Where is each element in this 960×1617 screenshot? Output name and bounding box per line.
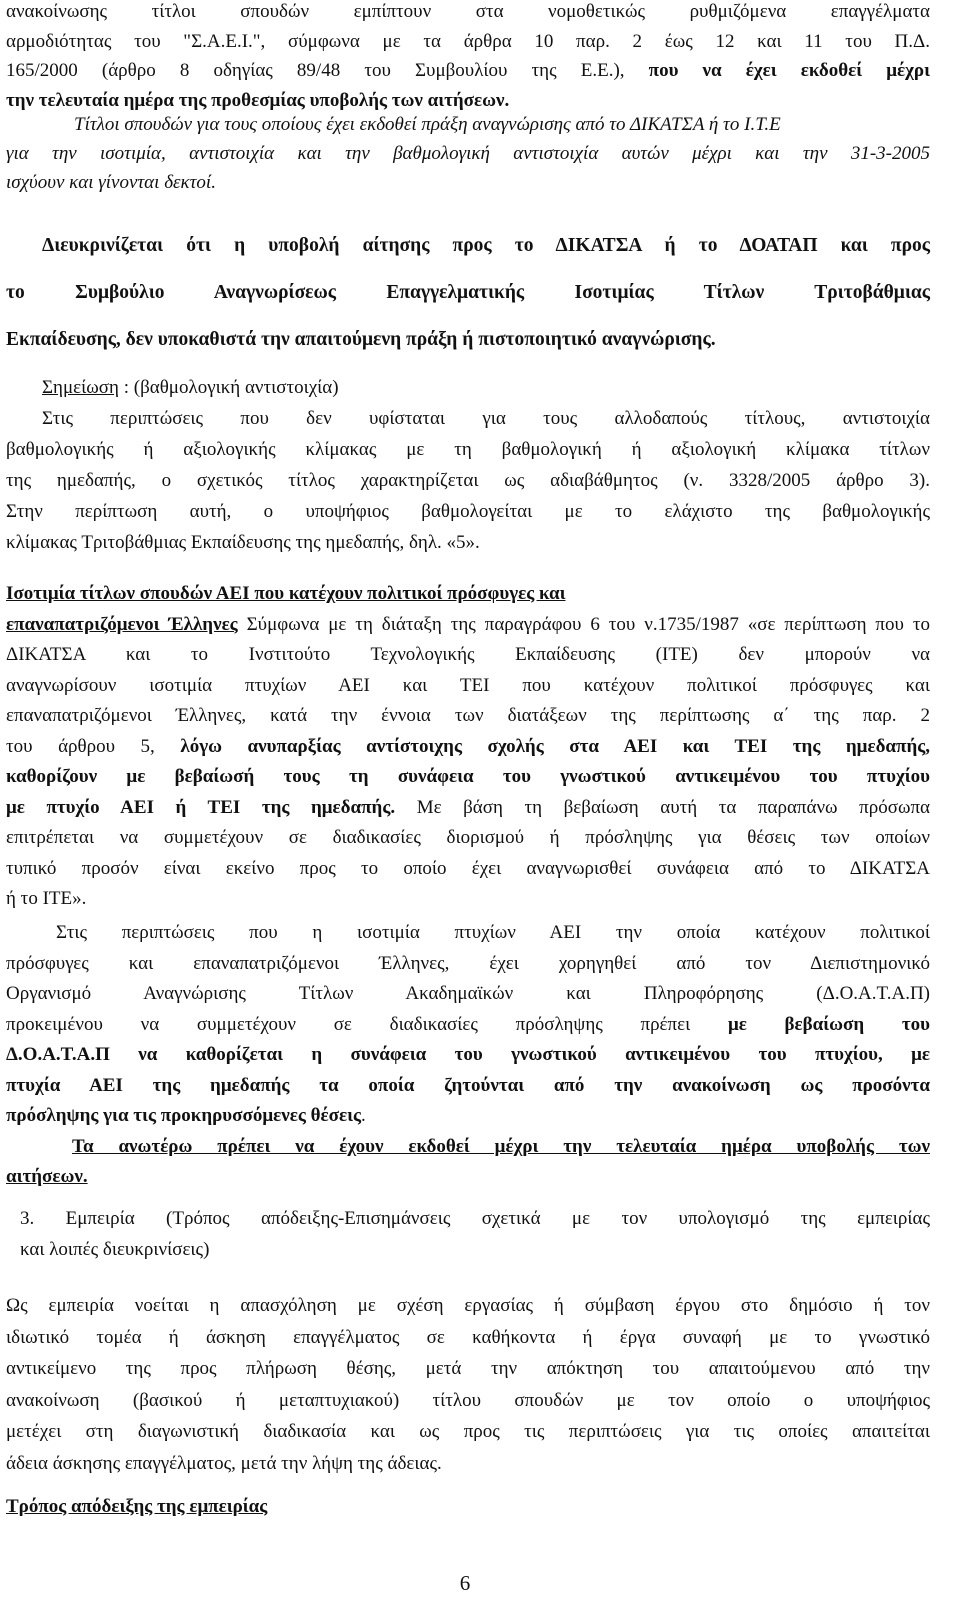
text-line: 3. Εμπειρία (Τρόπος απόδειξης-Επισημάνσεις σχετικά με τον υπολογισμό της εμπειρίας (20, 1208, 930, 1229)
text-line: πρόσφυγες και επαναπατριζόμενοι Έλληνες, έχει χορηγηθεί από τον Διεπιστημονικό (6, 952, 930, 974)
bold-text: που να έχει εκδοθεί μέχρι (648, 60, 930, 81)
bold-text-line: Δ.Ο.Α.Τ.Α.Π να καθορίζεται η συνάφεια του γνωστικού αντικειμένου του πτυχίου, με (6, 1044, 930, 1065)
text-line: ανακοίνωσης τίτλοι σπουδών εμπίπτουν στα νομοθετικώς ρυθμιζόμενα επαγγέλματα (6, 1, 930, 22)
text-line: τυπικό προσόν είναι εκείνο προς το οποίο έχει αναγνωρισθεί συνάφεια από το ΔΙΚΑΤΣΑ (6, 857, 930, 879)
text-span: Με βάση τη βεβαίωση αυτή τα παραπάνω πρόσωπα (416, 796, 931, 818)
bold-text-line: Εκπαίδευσης, δεν υποκαθιστά την απαιτούμενη πράξη ή πιστοποιητικό αναγνώρισης. (6, 329, 716, 350)
text-span: του άρθρου 5, (6, 735, 155, 757)
text-line: ανακοίνωση (βασικού ή μεταπτυχιακού) τίτλου σπουδών με τον οποίο ο υποψήφιος (6, 1389, 930, 1411)
italic-line: Τίτλοι σπουδών για τους οποίους έχει εκδοθεί πράξη αναγνώρισης από το ΔΙΚΑΤΣΑ ή το Ι.Τ.Ε (74, 114, 781, 135)
text-span: . (360, 1105, 366, 1126)
text-line: και λοιπές διευκρινίσεις) (20, 1239, 210, 1260)
note-label: Σημείωση (42, 377, 119, 398)
text-line (6, 610, 930, 641)
bold-text-line: Διευκρινίζεται ότι η υποβολή αίτησης προς το ΔΙΚΑΤΣΑ ή το ΔΟΑΤΑΠ και προς (42, 235, 930, 256)
proof-heading: Τρόπος απόδειξης της εμπειρίας (6, 1496, 268, 1517)
text-line: αρμοδιότητας του "Σ.Α.Ε.Ι.", σύμφωνα με τα άρθρα 10 παρ. 2 έως 12 και 11 του Π.Δ. (6, 30, 930, 52)
italic-line: ισχύουν και γίνονται δεκτοί. (6, 172, 216, 193)
cases-paragraph (6, 918, 930, 1193)
text-span: : (βαθμολογική αντιστοιχία) (118, 377, 339, 398)
text-line (6, 793, 930, 824)
text-line: Στις περιπτώσεις που δεν υφίσταται για τους αλλοδαπούς τίτλους, αντιστοιχία (42, 408, 930, 429)
text-line: βαθμολογικής ή αξιολογικής κλίμακας με τη βαθμολογική ή αξιολογική κλίμακα τίτλων (6, 439, 930, 460)
text-line: επιτρέπεται να συμμετέχουν σε διαδικασίες διορισμού ή πρόσληψης για θέσεις των οποίων (6, 827, 930, 848)
bold-text: με πτυχίο ΑΕΙ ή ΤΕΙ της ημεδαπής. (6, 796, 396, 818)
text-span: προκειμένου να συμμετέχουν σε διαδικασίες πρόσληψης πρέπει (6, 1013, 691, 1035)
intro-paragraph (6, 0, 930, 115)
section-heading: Ισοτιμία τίτλων σπουδών ΑΕΙ που κατέχουν πολιτικοί πρόσφυγες και (6, 583, 566, 604)
text-line (6, 1010, 930, 1041)
text-line (6, 732, 930, 763)
refugees-section (6, 579, 930, 915)
text-line: Ως εμπειρία νοείται η απασχόληση με σχέση εργασίας ή σύμβαση έργου στο δημόσιο ή τον (6, 1295, 930, 1316)
section-heading: επαναπατριζόμενοι Έλληνες (6, 613, 238, 635)
bold-text: με βεβαίωση του (727, 1013, 931, 1035)
text-line: άδεια άσκησης επαγγέλματος, μετά την λήψη της άδειας. (6, 1452, 442, 1474)
page-number: 6 (459, 1571, 471, 1595)
bold-text: λόγω ανυπαρξίας αντίστοιχης σχολής στα ΑΕΙ και ΤΕΙ της ημεδαπής, (180, 735, 930, 757)
note-paragraph (6, 372, 930, 558)
bold-underlined-line: Τα ανωτέρω πρέπει να έχουν εκδοθεί μέχρι την τελευταία ημέρα υποβολής των (72, 1135, 930, 1157)
text-span: 165/2000 (άρθρο 8 οδηγίας 89/48 του Συμβουλίου της Ε.Ε.), (6, 60, 625, 81)
bold-text-line: πτυχία ΑΕΙ της ημεδαπής τα οποία ζητούνται από την ανακοίνωση ως προσόντα (6, 1074, 930, 1096)
text-line: Στις περιπτώσεις που η ισοτιμία πτυχίων ΑΕΙ την οποία κατέχουν πολιτικοί (56, 922, 930, 943)
text-line: αναγνωρίσουν ισοτιμία πτυχίων ΑΕΙ και ΤΕΙ που κατέχουν πολιτικοί πρόσφυγες και (6, 674, 930, 696)
bold-text-line: καθορίζουν με βεβαίωσή τους τη συνάφεια του γνωστικού αντικειμένου του πτυχίου (6, 766, 930, 787)
italic-paragraph (6, 110, 930, 197)
text-span: Σύμφωνα με τη διάταξη της παραγράφου 6 του ν.1735/1987 «σε περίπτωση που το (246, 613, 930, 635)
text-line: ή το ΙΤΕ». (6, 888, 87, 909)
text-line: Στην περίπτωση αυτή, ο υποψήφιος βαθμολογείται με το ελάχιστο της βαθμολογικής (6, 501, 930, 522)
clarification-paragraph (6, 222, 930, 363)
text-line (6, 56, 930, 86)
text-line: ιδιωτικό τομέα ή άσκηση επαγγέλματος σε καθήκοντα ή έργα συναφή με το γνωστικό (6, 1326, 930, 1348)
bold-underlined-line: αιτήσεων. (6, 1166, 88, 1187)
item-3-heading (6, 1203, 930, 1265)
bold-text-line: την τελευταία ημέρα της προθεσμίας υποβολής των αιτήσεων. (6, 89, 510, 111)
text-line (6, 1101, 930, 1132)
bold-text: πρόσληψης για τις προκηρυσσόμενες θέσεις (6, 1105, 361, 1126)
text-line: της ημεδαπής, ο σχετικός τίτλος χαρακτηρίζεται ως αδιαβάθμητος (ν. 3328/2005 άρθρο 3). (6, 470, 930, 491)
experience-paragraph (6, 1290, 930, 1479)
note-title (6, 372, 930, 403)
text-line: κλίμακας Τριτοβάθμιας Εκπαίδευσης της ημεδαπής, δηλ. «5». (6, 532, 480, 553)
text-line: μετέχει στη διαγωνιστική διαδικασία και ως προς τις περιπτώσεις για τις οποίες απαιτείται (6, 1421, 930, 1442)
text-line: ΔΙΚΑΤΣΑ και το Ινστιτούτο Τεχνολογικής Εκπαίδευσης (ΙΤΕ) δεν μπορούν να (6, 644, 930, 665)
italic-line: για την ισοτιμία, αντιστοιχία και την βαθμολογική αντιστοιχία αυτών μέχρι και την 31-3-2005 (6, 143, 930, 164)
text-line: επαναπατριζόμενοι Έλληνες, κατά την έννοια των διατάξεων της περίπτωσης α΄ της παρ. 2 (6, 705, 930, 726)
bold-text-line: το Συμβούλιο Αναγνωρίσεως Επαγγελματικής Ισοτιμίας Τίτλων Τριτοβάθμιας (6, 282, 930, 303)
text-line: Οργανισμό Αναγνώρισης Τίτλων Ακαδημαϊκών και Πληροφόρησης (Δ.Ο.Α.Τ.Α.Π) (6, 983, 930, 1004)
text-line: αντικείμενο της προς πλήρωση θέσης, μετά την απόκτηση του απαιτούμενου από την (6, 1358, 930, 1379)
